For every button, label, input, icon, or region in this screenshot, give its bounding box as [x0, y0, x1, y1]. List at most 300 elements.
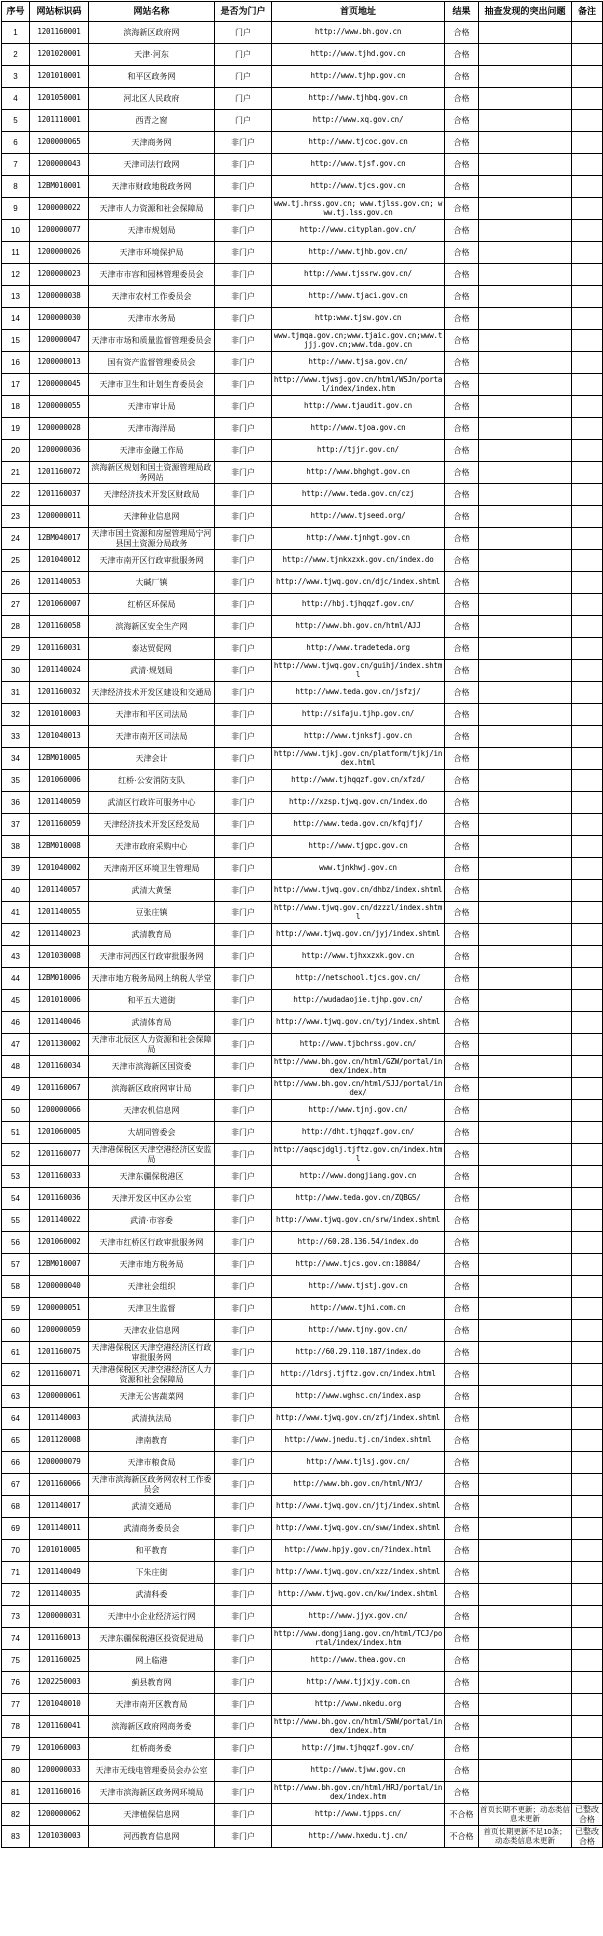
remark-cell: [572, 1122, 603, 1144]
remark-cell: [572, 858, 603, 880]
remark-cell: [572, 132, 603, 154]
remark-cell: [572, 242, 603, 264]
table-row: [2, 1034, 603, 1056]
result-cell: 合格: [445, 506, 479, 528]
seq-cell: 29: [2, 638, 30, 660]
site-id-cell: 1200000077: [30, 220, 89, 242]
portal-flag-cell: 非门户: [215, 902, 272, 924]
site-name-cell: 天津港保税区天津空港经济区安监局: [89, 1144, 215, 1166]
portal-flag-cell: 非门户: [215, 1826, 272, 1848]
site-id-cell: 1201140035: [30, 1584, 89, 1606]
result-cell: 合格: [445, 1760, 479, 1782]
table-row: [2, 132, 603, 154]
table-row: [2, 1430, 603, 1452]
homepage-url-cell: http://www.tjpps.cn/: [272, 1804, 445, 1826]
site-name-cell: 天津市南开区教育局: [89, 1694, 215, 1716]
table-row: [2, 440, 603, 462]
remark-cell: [572, 1694, 603, 1716]
homepage-url-cell: http://60.28.136.54/index.do: [272, 1232, 445, 1254]
site-id-cell: 12BM010006: [30, 968, 89, 990]
site-name-cell: 下朱庄街: [89, 1562, 215, 1584]
issues-cell: [479, 814, 572, 836]
result-cell: 合格: [445, 286, 479, 308]
portal-flag-cell: 非门户: [215, 1078, 272, 1100]
portal-flag-cell: 非门户: [215, 220, 272, 242]
homepage-url-cell: http://wudadaojie.tjhp.gov.cn/: [272, 990, 445, 1012]
site-name-cell: 天津市政府采购中心: [89, 836, 215, 858]
remark-cell: [572, 968, 603, 990]
site-name-cell: 天津港保税区天津空港经济区行政审批服务网: [89, 1342, 215, 1364]
site-id-cell: 1200000062: [30, 1804, 89, 1826]
site-id-cell: 1200000047: [30, 330, 89, 352]
table-row: [2, 1012, 603, 1034]
remark-cell: [572, 440, 603, 462]
issues-cell: [479, 44, 572, 66]
site-name-cell: 武清大黄堡: [89, 880, 215, 902]
site-id-cell: 1201160075: [30, 1342, 89, 1364]
issues-cell: [479, 1320, 572, 1342]
seq-cell: 4: [2, 88, 30, 110]
table-row: [2, 990, 603, 1012]
table-row: [2, 1298, 603, 1320]
portal-flag-cell: 非门户: [215, 616, 272, 638]
result-cell: 合格: [445, 616, 479, 638]
remark-cell: [572, 704, 603, 726]
remark-cell: [572, 88, 603, 110]
portal-flag-cell: 非门户: [215, 1034, 272, 1056]
site-id-cell: 12BM010005: [30, 748, 89, 770]
seq-cell: 11: [2, 242, 30, 264]
seq-cell: 33: [2, 726, 30, 748]
table-row: [2, 1474, 603, 1496]
result-cell: 合格: [445, 990, 479, 1012]
seq-cell: 19: [2, 418, 30, 440]
site-id-cell: 1201010003: [30, 704, 89, 726]
portal-flag-cell: 非门户: [215, 1320, 272, 1342]
site-name-cell: 天津市人力资源和社会保障局: [89, 198, 215, 220]
homepage-url-cell: http://www.tjhd.gov.cn: [272, 44, 445, 66]
remark-cell: [572, 1760, 603, 1782]
site-name-cell: 豆张庄镇: [89, 902, 215, 924]
homepage-url-cell: http://www.tjaudit.gov.cn: [272, 396, 445, 418]
site-name-cell: 天津市南开区司法局: [89, 726, 215, 748]
table-row: [2, 418, 603, 440]
issues-cell: [479, 1078, 572, 1100]
portal-flag-cell: 非门户: [215, 132, 272, 154]
homepage-url-cell: http://www.tjkj.gov.cn/platform/tjkj/index.html: [272, 748, 445, 770]
remark-cell: [572, 1078, 603, 1100]
header-homepage-url: 首页地址: [272, 2, 445, 22]
table-row: [2, 1166, 603, 1188]
issues-cell: [479, 1716, 572, 1738]
issues-cell: [479, 726, 572, 748]
homepage-url-cell: http://www.tjwq.gov.cn/xzz/index.shtml: [272, 1562, 445, 1584]
seq-cell: 34: [2, 748, 30, 770]
portal-flag-cell: 非门户: [215, 1584, 272, 1606]
table-row: [2, 44, 603, 66]
site-name-cell: 天津经济技术开发区财政局: [89, 484, 215, 506]
seq-cell: 36: [2, 792, 30, 814]
site-id-cell: 1200000079: [30, 1452, 89, 1474]
seq-cell: 9: [2, 198, 30, 220]
site-id-cell: 1201140024: [30, 660, 89, 682]
portal-flag-cell: 非门户: [215, 1012, 272, 1034]
table-row: [2, 1056, 603, 1078]
result-cell: 合格: [445, 1408, 479, 1430]
result-cell: 合格: [445, 484, 479, 506]
site-name-cell: 天津开发区中区办公室: [89, 1188, 215, 1210]
portal-flag-cell: 非门户: [215, 990, 272, 1012]
portal-flag-cell: 非门户: [215, 968, 272, 990]
seq-cell: 70: [2, 1540, 30, 1562]
homepage-url-cell: http://hbj.tjhqqzf.gov.cn/: [272, 594, 445, 616]
table-row: [2, 242, 603, 264]
result-cell: 合格: [445, 154, 479, 176]
homepage-url-cell: http://www.tjbchrss.gov.cn/: [272, 1034, 445, 1056]
portal-flag-cell: 非门户: [215, 1364, 272, 1386]
issues-cell: [479, 286, 572, 308]
issues-cell: [479, 264, 572, 286]
result-cell: 合格: [445, 1298, 479, 1320]
remark-cell: [572, 880, 603, 902]
remark-cell: [572, 1166, 603, 1188]
site-name-cell: 天津农机信息网: [89, 1100, 215, 1122]
remark-cell: [572, 726, 603, 748]
portal-flag-cell: 非门户: [215, 682, 272, 704]
site-name-cell: 武清科委: [89, 1584, 215, 1606]
site-name-cell: 西青之窗: [89, 110, 215, 132]
remark-cell: [572, 308, 603, 330]
homepage-url-cell: http://www.tjwq.gov.cn/srw/index.shtml: [272, 1210, 445, 1232]
remark-cell: [572, 176, 603, 198]
site-id-cell: 12BM040017: [30, 528, 89, 550]
site-id-cell: 1201140023: [30, 924, 89, 946]
result-cell: 合格: [445, 814, 479, 836]
seq-cell: 59: [2, 1298, 30, 1320]
site-id-cell: 1201040012: [30, 550, 89, 572]
site-name-cell: 天津司法行政网: [89, 154, 215, 176]
site-id-cell: 1201040013: [30, 726, 89, 748]
homepage-url-cell: http://www.tjnksfj.gov.cn: [272, 726, 445, 748]
homepage-url-cell: http://www.wghsc.cn/index.asp: [272, 1386, 445, 1408]
table-row: [2, 1100, 603, 1122]
site-name-cell: 天津市河西区行政审批服务网: [89, 946, 215, 968]
issues-cell: [479, 330, 572, 352]
table-row: [2, 726, 603, 748]
homepage-url-cell: www.tjnkhwj.gov.cn: [272, 858, 445, 880]
site-name-cell: 天津市审计局: [89, 396, 215, 418]
site-name-cell: 武清交通局: [89, 1496, 215, 1518]
portal-flag-cell: 非门户: [215, 374, 272, 396]
remark-cell: 已整改合格: [572, 1826, 603, 1848]
issues-cell: [479, 352, 572, 374]
table-row: [2, 968, 603, 990]
table-row: [2, 814, 603, 836]
table-row: [2, 594, 603, 616]
site-id-cell: 1200000045: [30, 374, 89, 396]
result-cell: 合格: [445, 220, 479, 242]
homepage-url-cell: http://www.tjwq.gov.cn/kw/index.shtml: [272, 1584, 445, 1606]
seq-cell: 66: [2, 1452, 30, 1474]
portal-flag-cell: 非门户: [215, 1232, 272, 1254]
site-name-cell: 天津市农村工作委员会: [89, 286, 215, 308]
remark-cell: [572, 352, 603, 374]
table-row: [2, 1276, 603, 1298]
site-name-cell: 武清执法局: [89, 1408, 215, 1430]
remark-cell: [572, 1496, 603, 1518]
remark-cell: [572, 594, 603, 616]
issues-cell: [479, 1210, 572, 1232]
seq-cell: 62: [2, 1364, 30, 1386]
homepage-url-cell: http://xzsp.tjwq.gov.cn/index.do: [272, 792, 445, 814]
table-row: [2, 1320, 603, 1342]
portal-flag-cell: 非门户: [215, 726, 272, 748]
homepage-url-cell: http://www.jnedu.tj.cn/index.shtml: [272, 1430, 445, 1452]
site-id-cell: 1201160037: [30, 484, 89, 506]
portal-flag-cell: 非门户: [215, 176, 272, 198]
remark-cell: [572, 264, 603, 286]
issues-cell: [479, 1452, 572, 1474]
issues-cell: [479, 1342, 572, 1364]
homepage-url-cell: http://www.tjsa.gov.cn/: [272, 352, 445, 374]
table-row: [2, 1804, 603, 1826]
site-name-cell: 武清体育局: [89, 1012, 215, 1034]
portal-flag-cell: 非门户: [215, 1562, 272, 1584]
site-id-cell: 1201140049: [30, 1562, 89, 1584]
homepage-url-cell: http://www.thea.gov.cn: [272, 1650, 445, 1672]
issues-cell: [479, 374, 572, 396]
remark-cell: [572, 1606, 603, 1628]
result-cell: 合格: [445, 1276, 479, 1298]
seq-cell: 13: [2, 286, 30, 308]
homepage-url-cell: http://60.29.110.187/index.do: [272, 1342, 445, 1364]
homepage-url-cell: http://www.teda.gov.cn/jsfzj/: [272, 682, 445, 704]
seq-cell: 30: [2, 660, 30, 682]
portal-flag-cell: 非门户: [215, 352, 272, 374]
site-name-cell: 滨海新区安全生产网: [89, 616, 215, 638]
homepage-url-cell: http://www.bh.gov.cn: [272, 22, 445, 44]
homepage-url-cell: http://www.tjwq.gov.cn/jyj/index.shtml: [272, 924, 445, 946]
site-name-cell: 天津植保信息网: [89, 1804, 215, 1826]
site-id-cell: 1200000033: [30, 1760, 89, 1782]
site-id-cell: 1200000030: [30, 308, 89, 330]
result-cell: 合格: [445, 176, 479, 198]
issues-cell: [479, 528, 572, 550]
issues-cell: [479, 704, 572, 726]
homepage-url-cell: http://www.tjwq.gov.cn/guihj/index.shtml: [272, 660, 445, 682]
issues-cell: [479, 1386, 572, 1408]
seq-cell: 58: [2, 1276, 30, 1298]
table-row: [2, 572, 603, 594]
site-id-cell: 1201060003: [30, 1738, 89, 1760]
table-row: [2, 88, 603, 110]
remark-cell: [572, 1782, 603, 1804]
site-name-cell: 天津市地方税务局网上纳税人学堂: [89, 968, 215, 990]
result-cell: 合格: [445, 1430, 479, 1452]
issues-cell: [479, 1672, 572, 1694]
result-cell: 合格: [445, 1738, 479, 1760]
remark-cell: [572, 374, 603, 396]
result-cell: 合格: [445, 836, 479, 858]
portal-flag-cell: 非门户: [215, 396, 272, 418]
seq-cell: 22: [2, 484, 30, 506]
portal-flag-cell: 门户: [215, 88, 272, 110]
seq-cell: 26: [2, 572, 30, 594]
table-row: [2, 1342, 603, 1364]
seq-cell: 78: [2, 1716, 30, 1738]
site-name-cell: 滨海新区规划和国土资源管理局政务网站: [89, 462, 215, 484]
site-name-cell: 大碱厂镇: [89, 572, 215, 594]
portal-flag-cell: 非门户: [215, 946, 272, 968]
issues-cell: [479, 110, 572, 132]
homepage-url-cell: http://www.tjwq.gov.cn/tyj/index.shtml: [272, 1012, 445, 1034]
site-id-cell: 1201160058: [30, 616, 89, 638]
homepage-url-cell: http://www.bhghgt.gov.cn: [272, 462, 445, 484]
issues-cell: [479, 1034, 572, 1056]
site-id-cell: 1201060007: [30, 594, 89, 616]
result-cell: 合格: [445, 968, 479, 990]
result-cell: 合格: [445, 1606, 479, 1628]
result-cell: 合格: [445, 418, 479, 440]
header-remark: 备注: [572, 2, 603, 22]
portal-flag-cell: 非门户: [215, 1716, 272, 1738]
issues-cell: [479, 1430, 572, 1452]
site-name-cell: 滨海新区政府网审计局: [89, 1078, 215, 1100]
result-cell: 合格: [445, 638, 479, 660]
portal-flag-cell: 非门户: [215, 638, 272, 660]
result-cell: 合格: [445, 1496, 479, 1518]
remark-cell: [572, 198, 603, 220]
table-row: [2, 1628, 603, 1650]
homepage-url-cell: http://tjjr.gov.cn/: [272, 440, 445, 462]
issues-cell: [479, 770, 572, 792]
site-name-cell: 天津市市容和园林管理委员会: [89, 264, 215, 286]
seq-cell: 60: [2, 1320, 30, 1342]
seq-cell: 63: [2, 1386, 30, 1408]
homepage-url-cell: http://www.nkedu.org: [272, 1694, 445, 1716]
table-row: [2, 1386, 603, 1408]
homepage-url-cell: http://www.tjww.gov.cn: [272, 1760, 445, 1782]
result-cell: 不合格: [445, 1804, 479, 1826]
homepage-url-cell: http://www.tjhb.gov.cn/: [272, 242, 445, 264]
site-id-cell: 1201160001: [30, 22, 89, 44]
remark-cell: [572, 1298, 603, 1320]
remark-cell: [572, 1408, 603, 1430]
site-id-cell: 1201060002: [30, 1232, 89, 1254]
table-row: [2, 858, 603, 880]
result-cell: 合格: [445, 880, 479, 902]
site-id-cell: 1201040002: [30, 858, 89, 880]
site-id-cell: 1201010001: [30, 66, 89, 88]
portal-flag-cell: 非门户: [215, 330, 272, 352]
issues-cell: [479, 1364, 572, 1386]
site-id-cell: 1200000066: [30, 1100, 89, 1122]
seq-cell: 42: [2, 924, 30, 946]
remark-cell: [572, 44, 603, 66]
issues-cell: [479, 1518, 572, 1540]
site-id-cell: 1201160066: [30, 1474, 89, 1496]
seq-cell: 54: [2, 1188, 30, 1210]
homepage-url-cell: http://www.teda.gov.cn/ZQBGS/: [272, 1188, 445, 1210]
issues-cell: [479, 1760, 572, 1782]
site-id-cell: 1201140022: [30, 1210, 89, 1232]
table-row: [2, 154, 603, 176]
result-cell: 合格: [445, 88, 479, 110]
homepage-url-cell: http://www.tjseed.org/: [272, 506, 445, 528]
site-id-cell: 1201030003: [30, 1826, 89, 1848]
site-name-cell: 天津东疆保税港区投资促进局: [89, 1628, 215, 1650]
seq-cell: 64: [2, 1408, 30, 1430]
portal-flag-cell: 非门户: [215, 242, 272, 264]
homepage-url-cell: http://www.tjgpc.gov.cn: [272, 836, 445, 858]
portal-flag-cell: 非门户: [215, 1452, 272, 1474]
site-id-cell: 1201050001: [30, 88, 89, 110]
homepage-url-cell: http://www.tjhxxzxk.gov.cn: [272, 946, 445, 968]
portal-flag-cell: 非门户: [215, 836, 272, 858]
portal-flag-cell: 非门户: [215, 594, 272, 616]
seq-cell: 72: [2, 1584, 30, 1606]
issues-cell: [479, 1188, 572, 1210]
table-row: [2, 704, 603, 726]
table-row: [2, 902, 603, 924]
homepage-url-cell: http://www.tjnkxzxk.gov.cn/index.do: [272, 550, 445, 572]
remark-cell: [572, 814, 603, 836]
result-cell: 合格: [445, 198, 479, 220]
site-name-cell: 滨海新区政府网商务委: [89, 1716, 215, 1738]
portal-flag-cell: 非门户: [215, 154, 272, 176]
seq-cell: 25: [2, 550, 30, 572]
homepage-url-cell: http://www.hpjy.gov.cn/?index.html: [272, 1540, 445, 1562]
site-name-cell: 泰达贸促网: [89, 638, 215, 660]
homepage-url-cell: http://www.tjcoc.gov.cn: [272, 132, 445, 154]
result-cell: 合格: [445, 1166, 479, 1188]
portal-flag-cell: 非门户: [215, 572, 272, 594]
remark-cell: [572, 1628, 603, 1650]
table-row: [2, 1496, 603, 1518]
homepage-url-cell: http://www.tjwq.gov.cn/jtj/index.shtml: [272, 1496, 445, 1518]
portal-flag-cell: 非门户: [215, 1210, 272, 1232]
site-name-cell: 天津市南开区行政审批服务网: [89, 550, 215, 572]
issues-cell: [479, 836, 572, 858]
remark-cell: [572, 1562, 603, 1584]
portal-flag-cell: 门户: [215, 22, 272, 44]
result-cell: 合格: [445, 374, 479, 396]
result-cell: 合格: [445, 660, 479, 682]
site-id-cell: 1201130002: [30, 1034, 89, 1056]
site-name-cell: 天津市滨海新区政务网农村工作委员会: [89, 1474, 215, 1496]
site-id-cell: 12BM010008: [30, 836, 89, 858]
result-cell: 合格: [445, 1386, 479, 1408]
result-cell: 合格: [445, 1012, 479, 1034]
remark-cell: [572, 418, 603, 440]
site-name-cell: 天津市无线电管理委员会办公室: [89, 1760, 215, 1782]
header-issues: 抽查发现的突出问题: [479, 2, 572, 22]
issues-cell: [479, 1012, 572, 1034]
remark-cell: [572, 1320, 603, 1342]
issues-cell: [479, 88, 572, 110]
issues-cell: [479, 1254, 572, 1276]
site-name-cell: 天津市规划局: [89, 220, 215, 242]
issues-cell: [479, 792, 572, 814]
table-row: [2, 1232, 603, 1254]
result-cell: 合格: [445, 44, 479, 66]
homepage-url-cell: http://www.tjssrw.gov.cn/: [272, 264, 445, 286]
site-id-cell: 1200000031: [30, 1606, 89, 1628]
table-row: [2, 836, 603, 858]
site-name-cell: 天津卫生监督: [89, 1298, 215, 1320]
seq-cell: 28: [2, 616, 30, 638]
seq-cell: 51: [2, 1122, 30, 1144]
